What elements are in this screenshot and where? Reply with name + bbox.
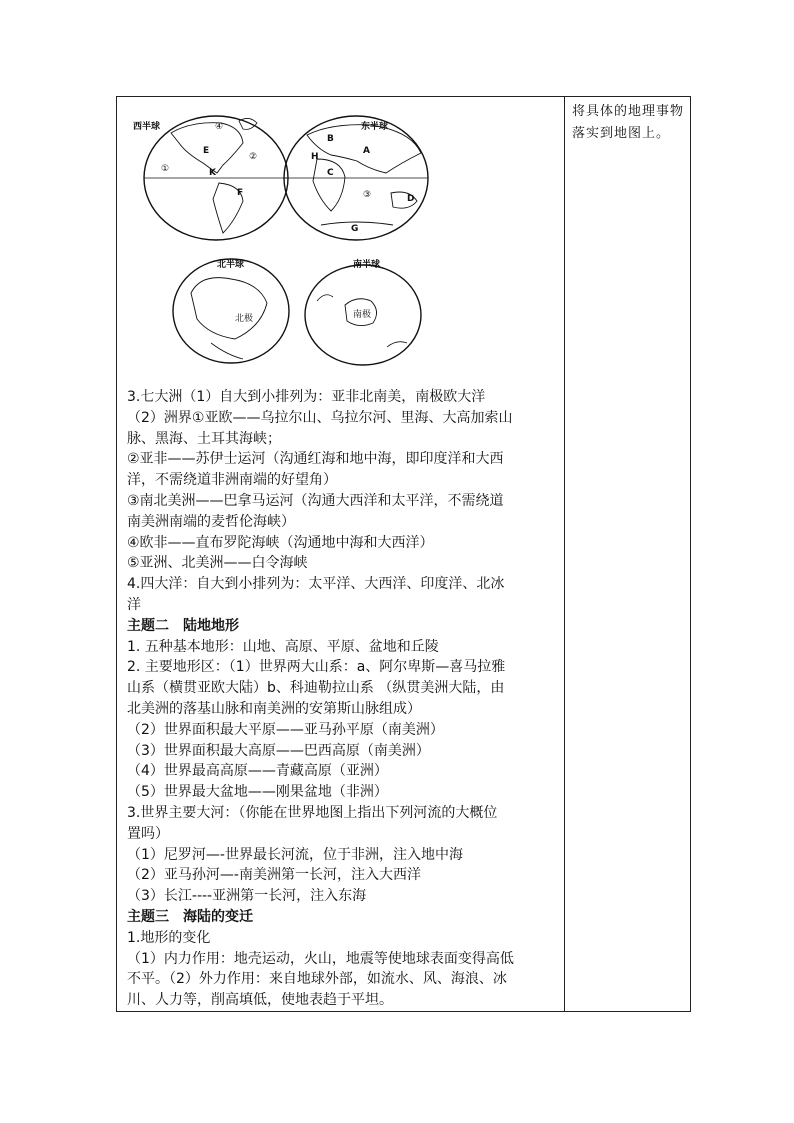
- content-line: 置吗）: [127, 825, 169, 842]
- content-line: 山系（横贯亚欧大陆）b、科迪勒拉山系 （纵贯美洲大陆，由: [127, 680, 505, 697]
- west-label-2: ②: [249, 152, 258, 162]
- content-line: （3）世界面积最大高原——巴西高原（南美洲）: [127, 742, 430, 759]
- southern-hemisphere-map: [305, 258, 421, 365]
- content-line: （2）亚马孙河—-南美洲第一长河，注入大西洋: [127, 867, 421, 884]
- content-line: 洋，不需绕道非洲南端的好望角）: [127, 472, 337, 489]
- content-line: （1）内力作用：地壳运动，火山，地震等使地球表面变得高低: [127, 950, 514, 967]
- column-divider: [564, 97, 565, 1011]
- lesson-content: [127, 387, 557, 1011]
- west-label-k: K: [209, 168, 216, 178]
- hemisphere-maps: [131, 103, 447, 373]
- east-label-b: B: [327, 134, 334, 144]
- content-line: ②亚非——苏伊士运河（沟通红海和地中海，即印度洋和大西: [127, 451, 504, 468]
- content-line: 洋: [127, 596, 141, 613]
- content-line: 脉、黑海、土耳其海峡；: [127, 430, 281, 447]
- content-line: 1. 五种基本地形：山地、高原、平原、盆地和丘陵: [127, 638, 439, 655]
- content-line: （3）长江----亚洲第一长河，注入东海: [127, 888, 367, 905]
- content-line: 2. 主要地形区：（1）世界两大山系：a、阿尔卑斯—喜马拉雅: [127, 659, 506, 676]
- east-label-d: D: [407, 194, 415, 204]
- western-hemisphere-map: [133, 116, 288, 240]
- content-line: 3.世界主要大河：（你能在世界地图上指出下列河流的大概位: [127, 804, 498, 821]
- side-note: 将具体的地理事物落实到地图上。: [572, 104, 685, 141]
- content-line: 4.四大洋：自大到小排列为：太平洋、大西洋、印度洋、北冰: [127, 576, 505, 593]
- west-label-4: ④: [215, 122, 224, 132]
- south-hemisphere-title: 南半球: [353, 260, 381, 270]
- content-line: （1）尼罗河—-世界最长河流，位于非洲，注入地中海: [127, 846, 463, 863]
- content-line: 南美洲南端的麦哲伦海峡）: [127, 513, 295, 530]
- east-label-a: A: [363, 146, 370, 156]
- section-heading: 主题三 海陆的变迁: [127, 908, 253, 925]
- east-label-h: H: [311, 152, 319, 162]
- section-heading: 主题二 陆地地形: [127, 617, 239, 634]
- content-line: ⑤亚洲、北美洲——白令海峡: [127, 555, 308, 572]
- east-hemisphere-title: 东半球: [361, 122, 389, 132]
- content-line: ③南北美洲——巴拿马运河（沟通大西洋和太平洋，不需绕道: [127, 492, 504, 509]
- content-line: （5）世界最大盆地——刚果盆地（非洲）: [127, 784, 388, 801]
- south-pole-label: 南极: [353, 310, 372, 320]
- content-line: 不平。（2）外力作用：来自地球外部，如流水、风、海浪、冰: [127, 971, 507, 988]
- north-hemisphere-title: 北半球: [217, 260, 245, 270]
- east-label-c: C: [327, 168, 334, 178]
- west-label-1: ①: [161, 164, 170, 174]
- content-line: 川、人力等，削高填低，使地表趋于平坦。: [127, 992, 393, 1009]
- west-label-e: E: [203, 146, 210, 156]
- east-label-g: G: [351, 224, 359, 234]
- content-line: 北美洲的落基山脉和南美洲的安第斯山脉组成）: [127, 700, 421, 717]
- east-label-3: ③: [363, 190, 372, 200]
- content-line: （4）世界最高高原——青藏高原（亚洲）: [127, 763, 388, 780]
- content-line: 3.七大洲（1）自大到小排列为：亚非北南美，南极欧大洋: [127, 389, 486, 405]
- content-line: （2）世界面积最大平原——亚马孙平原（南美洲）: [127, 721, 444, 738]
- northern-hemisphere-map: [173, 258, 289, 363]
- content-table: [116, 96, 691, 1012]
- content-line: 1.地形的变化: [127, 929, 211, 946]
- west-hemisphere-title: 西半球: [133, 122, 161, 132]
- west-label-f: F: [237, 188, 244, 198]
- content-line: ④欧非——直布罗陀海峡（沟通地中海和大西洋）: [127, 534, 434, 551]
- eastern-hemisphere-map: [284, 116, 428, 240]
- content-line: （2）洲界①亚欧——乌拉尔山、乌拉尔河、里海、大高加索山: [127, 409, 513, 426]
- north-pole-label: 北极: [235, 314, 254, 324]
